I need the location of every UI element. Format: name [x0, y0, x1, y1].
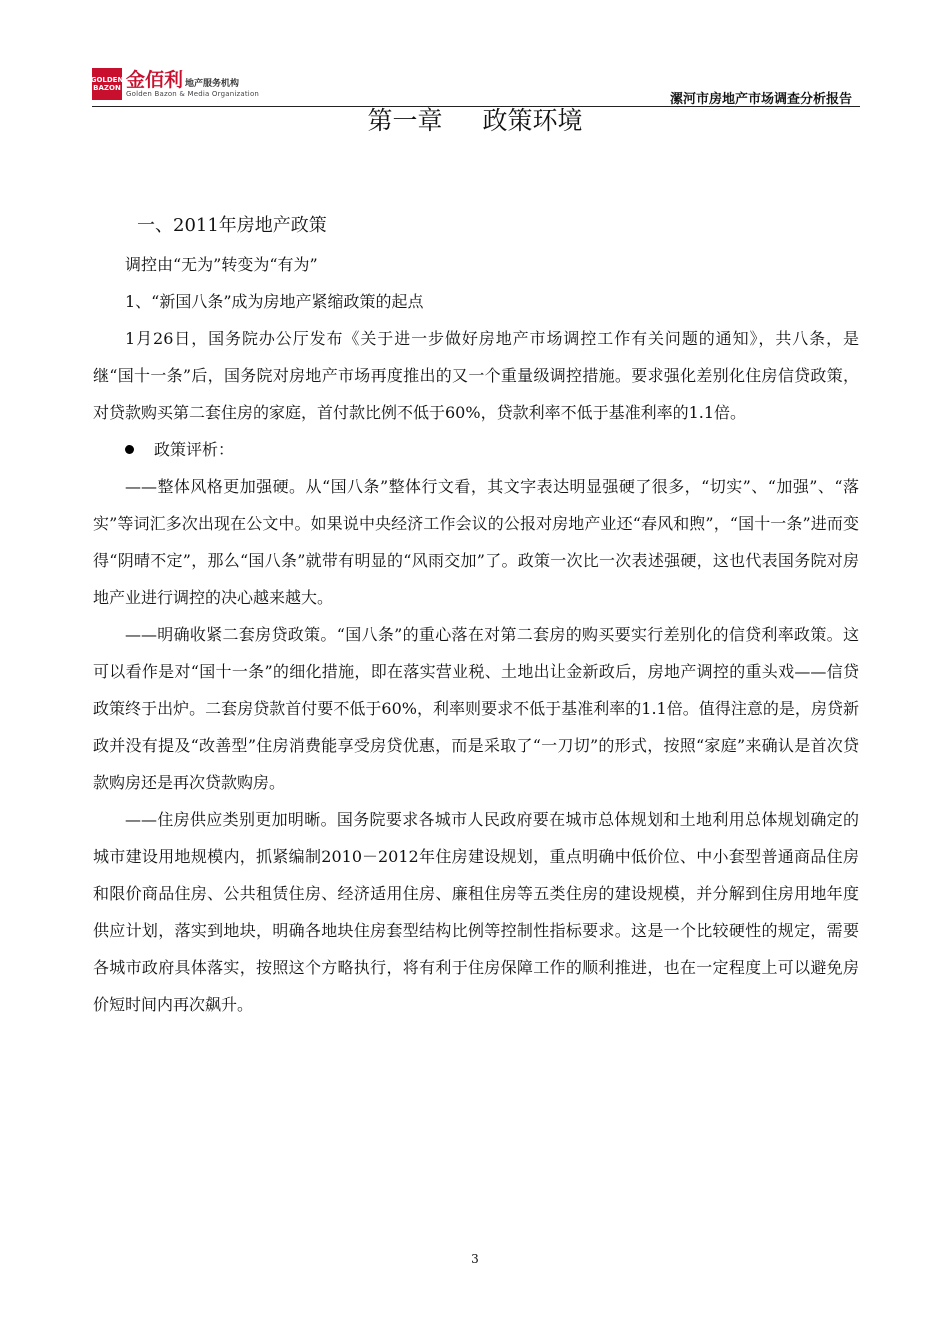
chapter-title: 政策环境 [482, 106, 583, 135]
chapter-heading [0, 106, 950, 136]
paragraph-heading: 1、“新国八条”成为房地产紧缩政策的起点 [125, 292, 424, 311]
paragraph-body: ——整体风格更加强硬。从“国八条”整体行文看，其文字表达明显强硬了很多，“切实”、“加强”、“落实”等词汇多次出现在公文中。如果说中央经济工作会议的公报对房地产业还“春风和煦”，“国十一条”进而变得“阴晴不定”，那么“国八条”就带有明显的“风雨交加”了。政策一次比一次表述强硬，这也代表国务院对房地产业进行调控的决心越来越大。 [93, 477, 859, 607]
report-title: 漯河市房地产市场调查分析报告 [669, 92, 852, 107]
chapter-number: 第一章 [367, 106, 443, 135]
logo-subtitle: 地产服务机构 [185, 78, 240, 89]
section-title: 一、2011年房地产政策 [137, 215, 327, 236]
paragraph-body: ——明确收紧二套房贷政策。“国八条”的重心落在对第二套房的购买要实行差别化的信贷利率政策。这可以看作是对“国十一条”的细化措施，即在落实营业税、土地出让金新政后，房地产调控的重头戏——信贷政策终于出炉。二套房贷款首付要不低于60%，利率则要求不低于基准利率的1.1倍。值得注意的是，房贷新政并没有提及“改善型”住房消费能享受房贷优惠，而是采取了“一刀切”的形式，按照“家庭”来确认是首次贷款购房还是再次贷款购房。 [93, 625, 859, 792]
logo-mark-line-2: BAZON [93, 84, 121, 92]
company-logo [92, 68, 276, 100]
bullet-label: 政策评析： [154, 440, 235, 459]
bullet-item [93, 431, 859, 468]
paragraph-body: ——住房供应类别更加明晰。国务院要求各城市人民政府要在城市总体规划和土地利用总体规划确定的城市建设用地规模内，抓紧编制2010－2012年住房建设规划，重点明确中低价位、中小套型普通商品住房和限价商品住房、公共租赁住房、经济适用住房、廉租住房等五类住房的建设规模，并分解到住房用地年度供应计划，落实到地块，明确各地块住房套型结构比例等控制性指标要求。这是一个比较硬性的规定，需要各城市政府具体落实，按照这个方略执行，将有利于住房保障工作的顺利推进，也在一定程度上可以避免房价短时间内再次飙升。 [93, 810, 859, 1014]
logo-mark-line-1: GOLDEN [90, 76, 124, 84]
logo-english: Golden Bazon & Media Organization [126, 89, 260, 98]
page-number: 3 [471, 1252, 479, 1266]
logo-mark [92, 68, 122, 100]
paragraph-body: 1月26日，国务院办公厅发布《关于进一步做好房地产市场调控工作有关问题的通知》，共八条，是继“国十一条”后，国务院对房地产市场再度推出的又一个重量级调控措施。要求强化差别化住房信贷政策，对贷款购买第二套住房的家庭，首付款比例不低于60%，贷款利率不低于基准利率的1.1倍。 [93, 329, 859, 422]
document-body [93, 206, 859, 1023]
paragraph-subtitle: 调控由“无为”转变为“有为” [125, 255, 318, 274]
bullet-dot-icon [125, 445, 134, 454]
logo-text [122, 68, 276, 100]
logo-brand: 金佰利 [126, 68, 184, 91]
